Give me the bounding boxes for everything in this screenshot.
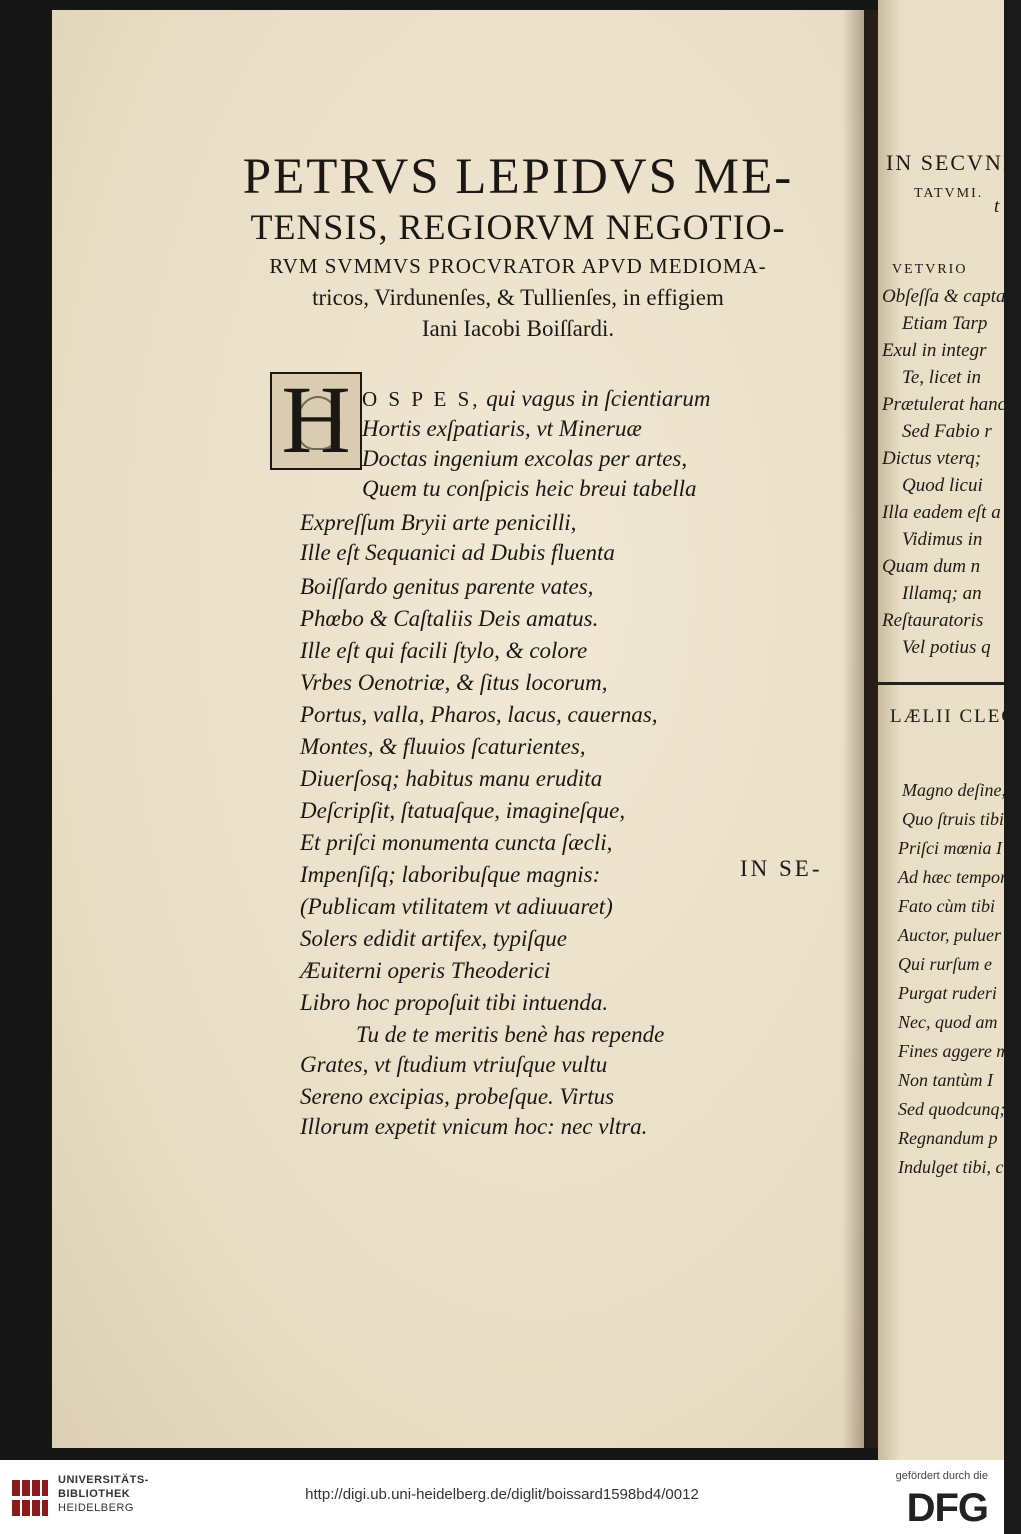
- right-page-line: Qui rurſum e: [898, 954, 992, 974]
- title-line-3: RVM SVMMVS PROCVRATOR APVD MEDIOMA-: [269, 254, 767, 278]
- verse-line: Sereno excipias, probeſque. Virtus: [300, 1084, 615, 1109]
- right-page-line: Etiam Tarp: [902, 313, 988, 334]
- right-page-line: Quam dum n: [882, 556, 981, 577]
- right-heading-3: t: [994, 196, 1000, 217]
- library-name-line-2: BIBLIOTHEK: [58, 1488, 131, 1500]
- verse-line: Ille eſt qui facili ſtylo, & colore: [300, 638, 588, 663]
- library-name-line-3: HEIDELBERG: [58, 1502, 134, 1514]
- right-divider: [878, 682, 1004, 685]
- right-page-line: Magno deſine, R: [902, 780, 1021, 800]
- verse-line: Grates, vt ſtudium vtriuſque vultu: [300, 1052, 608, 1077]
- verse-line: Phœbo & Caſtaliis Deis amatus.: [300, 606, 599, 631]
- verse-line: Portus, valla, Pharos, lacus, cauernas,: [300, 702, 658, 727]
- title-line-2: TENSIS, REGIORVM NEGOTIO-: [250, 207, 786, 247]
- right-page-line: Nec, quod am: [898, 1012, 998, 1032]
- dfg-logo[interactable]: DFG: [906, 1486, 988, 1530]
- right-page-line: Dictus vterq;: [882, 448, 982, 469]
- verse-line: (Publicam vtilitatem vt adiuuaret): [300, 894, 613, 919]
- verse-line: Vrbes Oenotriæ, & ſitus locorum,: [300, 670, 608, 695]
- verse-line: Quem tu conſpicis heic breui tabella: [362, 476, 697, 501]
- catchword: IN SE-: [740, 856, 823, 881]
- right-page-line: Indulget tibi, c: [898, 1157, 1004, 1177]
- right-heading-2: TATVMI.: [914, 186, 984, 201]
- title-line-4: tricos, Virdunenſes, & Tullienſes, in effigiem: [312, 285, 724, 310]
- verse-line: Expreſſum Bryii arte penicilli,: [300, 510, 577, 535]
- right-page-line: Illamq; an: [902, 583, 982, 604]
- right-heading-1: IN SECVND: [886, 150, 1021, 175]
- right-page-line: Ad hæc tempor: [898, 867, 1007, 887]
- verse-line: Et priſci monumenta cuncta ſæcli,: [300, 830, 613, 855]
- verse-line: Boiſſardo genitus parente vates,: [300, 574, 594, 599]
- document-url-link[interactable]: http://digi.ub.uni-heidelberg.de/diglit/boissard1598bd4/0012: [305, 1486, 699, 1503]
- verse-line: Ille eſt Sequanici ad Dubis fluenta: [300, 540, 615, 565]
- initial-letter: H: [281, 366, 351, 473]
- verse-line: Montes, & fluuios ſcaturientes,: [300, 734, 586, 759]
- right-page-line: Quo ſtruis tibi c: [902, 809, 1017, 829]
- verse-line: Doctas ingenium excolas per artes,: [362, 446, 688, 471]
- right-page-line: Purgat ruderi: [898, 983, 997, 1003]
- title-line-1: PETRVS LEPIDVS ME-: [242, 149, 794, 205]
- right-page-line: Prætulerat hanc: [882, 394, 1007, 415]
- right-section-heading: LÆLII CLEC: [890, 706, 1017, 727]
- right-page-line: Reſtauratoris: [882, 610, 984, 631]
- verse-first-word: O S P E S,: [362, 387, 481, 411]
- right-page-line: Sed Fabio r: [902, 421, 992, 442]
- title-line-5: Iani Iacobi Boiſſardi.: [421, 316, 615, 341]
- right-page-line: Regnandum p: [898, 1128, 998, 1148]
- right-page-line: Fato cùm tibi: [898, 896, 995, 916]
- verse-line: [362, 386, 711, 412]
- verse-line: Tu de te meritis benè has repende: [356, 1022, 665, 1047]
- right-subheading: VETVRIO: [892, 262, 968, 277]
- verse-line: Impenſiſq; laboribuſque magnis:: [300, 862, 601, 887]
- verse-line: Solers edidit artifex, typiſque: [300, 926, 568, 951]
- right-page-line: Exul in integr: [882, 340, 987, 361]
- right-page-line: Vidimus in: [902, 529, 983, 550]
- right-page-line: Fines aggere m: [898, 1041, 1010, 1061]
- right-page-line: Auctor, puluer: [898, 925, 1001, 945]
- right-page-line: Vel potius q: [902, 637, 991, 658]
- library-name-line-1: UNIVERSITÄTS-: [58, 1474, 149, 1486]
- verse-line: Diuerſosq; habitus manu erudita: [300, 766, 603, 791]
- funded-by-label: gefördert durch die: [895, 1470, 988, 1482]
- verse-line: Libro hoc propoſuit tibi intuenda.: [300, 990, 609, 1015]
- right-page-fragment: [878, 0, 1021, 1460]
- viewer-footer: [0, 1460, 1004, 1534]
- right-page-line: Priſci mœnia I: [898, 838, 1002, 858]
- verse-line: Hortis exſpatiaris, vt Mineruæ: [362, 416, 642, 441]
- right-page-line: Obſeſſa & capta: [882, 286, 1006, 307]
- verse-text: qui vagus in ſcientiarum: [480, 386, 711, 411]
- right-page-line: Quod licui: [902, 475, 983, 496]
- decorated-initial: [270, 366, 362, 473]
- verse-line: Illorum expetit vnicum hoc: nec vltra.: [300, 1114, 648, 1139]
- right-page-line: Te, licet in: [902, 367, 981, 388]
- right-page-line: Non tantùm I: [898, 1070, 994, 1090]
- verse-line: Æuiterni operis Theoderici: [300, 958, 551, 983]
- right-page-line: Illa eadem eſt a: [882, 502, 1001, 523]
- right-page-line: Sed quodcunq;: [898, 1099, 1006, 1119]
- verse-line: Deſcripſit, ſtatuaſque, imagineſque,: [300, 798, 626, 823]
